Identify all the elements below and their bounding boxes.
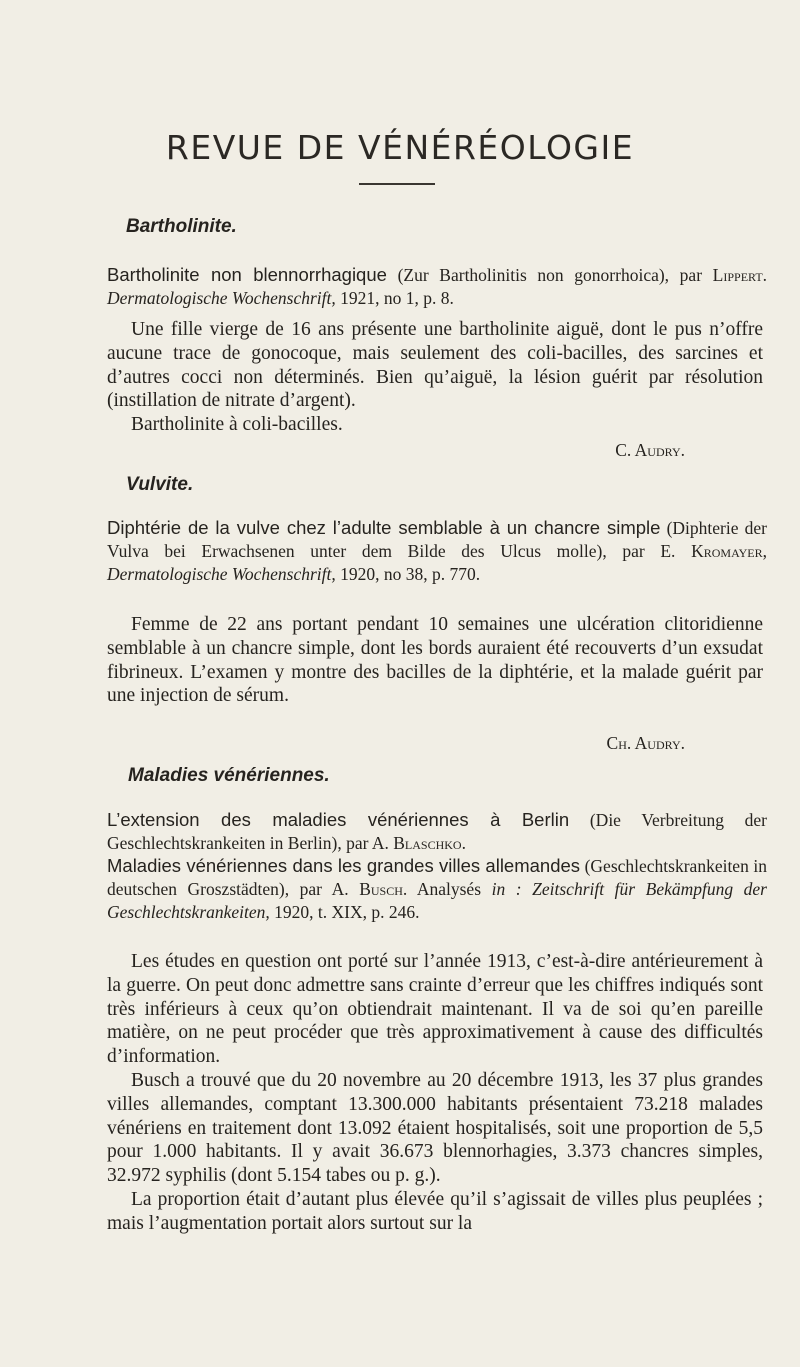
article-body-vulvite [107, 613, 763, 708]
article-original-title: (Zur Bartholinitis non gonorrhoica), par [397, 265, 703, 285]
signature-text: C. Audry. [615, 440, 685, 460]
signature [615, 440, 685, 461]
page-title: REVUE DE VÉNÉRÉOLOGIE [165, 128, 635, 167]
article-heading-villes [107, 854, 767, 924]
article-title: Bartholinite non blennorrhagique [107, 264, 387, 285]
article-reference: 1921, no 1, p. 8. [340, 288, 454, 308]
article-author: Kromayer, [691, 541, 768, 561]
body-paragraph: Une fille vierge de 16 ans présente une bartholinite aiguë, dont le pus n’offre aucune trace de gonocoque, mais seulement des coli-bacilles, des sarcines et d’autres cocci non déterminés. Bien qu’aiguë, la lésion guérit par résolution (instillation de nitrate d’argent). [107, 319, 763, 412]
article-reference: 1920, no 38, p. 770. [340, 564, 481, 584]
article-original-title: (Diphterie der Vulva bei Erwachsenen unter dem Bilde des Ulcus molle), par E. [107, 518, 767, 561]
article-reference: 1920, t. XIX, p. 246. [274, 902, 420, 922]
article-heading-bartholinite [107, 263, 767, 310]
section-heading-bartholinite: Bartholinite. [126, 216, 237, 237]
signature-text: Ch. Audry. [606, 733, 685, 753]
article-title: L’extension des maladies vénériennes à Berlin [107, 809, 570, 830]
section-heading-vulvite: Vulvite. [126, 474, 194, 495]
article-analyses: Analysés [416, 879, 482, 899]
article-in-label: in : [491, 879, 522, 899]
article-heading-vulvite [107, 516, 767, 586]
title-rule [359, 183, 435, 185]
body-paragraph: Busch a trouvé que du 20 novembre au 20 décembre 1913, les 37 plus grandes villes allemandes, comptant 13.300.000 habitants présentaient 73.218 malades vénériens en traitement dont 13.092 étaient hospitalisés, soit une proportion de 5,5 pour 1.000 habitants. Il y avait 36.673 blennorhagies, 3.373 chancres simples, 32.972 syphilis (dont 5.154 tabes ou p. g.). [107, 1069, 763, 1187]
article-author: Busch. [359, 879, 408, 899]
article-original-title: (Die Verbreitung der Geschlechtskrankeiten in Berlin), par A. [107, 810, 767, 853]
article-title: Diphtérie de la vulve chez l’adulte semblable à un chancre simple [107, 517, 661, 538]
article-body-bartholinite [107, 318, 763, 437]
body-paragraph: Femme de 22 ans portant pendant 10 semaines une ulcération clitoridienne semblable à un chancre simple, dont les bords auraient été recouverts d’un exsudat fibrineux. L’examen y montre des bacilles de la diphtérie, et la malade guérit par une injection de sérum. [107, 614, 763, 707]
article-author: Blaschko. [393, 833, 466, 853]
article-journal: Dermatologische Wochenschrift, [107, 288, 336, 308]
article-journal: Zeitschrift für Bekämpfung der Geschlechtskrankeiten, [107, 879, 767, 922]
article-author: Lippert. [712, 265, 768, 285]
body-paragraph: La proportion était d’autant plus élevée qu’il s’agissait de villes plus peuplées ; mais l’augmentation portait alors surtout sur la [107, 1188, 763, 1234]
body-paragraph: Bartholinite à coli-bacilles. [131, 414, 343, 436]
body-paragraph: Les études en question ont porté sur l’année 1913, c’est-à-dire antérieurement à la guerre. On peut donc admettre sans crainte d’erreur que les chiffres indiqués sont très inférieurs à ceux qu’on obtiendrait maintenant. Il va de soi qu’en pareille matière, on ne peut procéder que très approximativement à cause des difficultés d’information. [107, 951, 763, 1068]
article-original-title: (Geschlechtskrankeiten in deutschen Groszstädten), par A. [107, 856, 767, 899]
article-heading-berlin [107, 808, 767, 855]
section-heading-maladies: Maladies vénériennes. [128, 765, 330, 786]
article-body-maladies [107, 950, 763, 1236]
article-journal: Dermatologische Wochenschrift, [107, 564, 336, 584]
article-title: Maladies vénériennes dans les grandes villes allemandes [107, 855, 581, 876]
signature [607, 733, 685, 754]
